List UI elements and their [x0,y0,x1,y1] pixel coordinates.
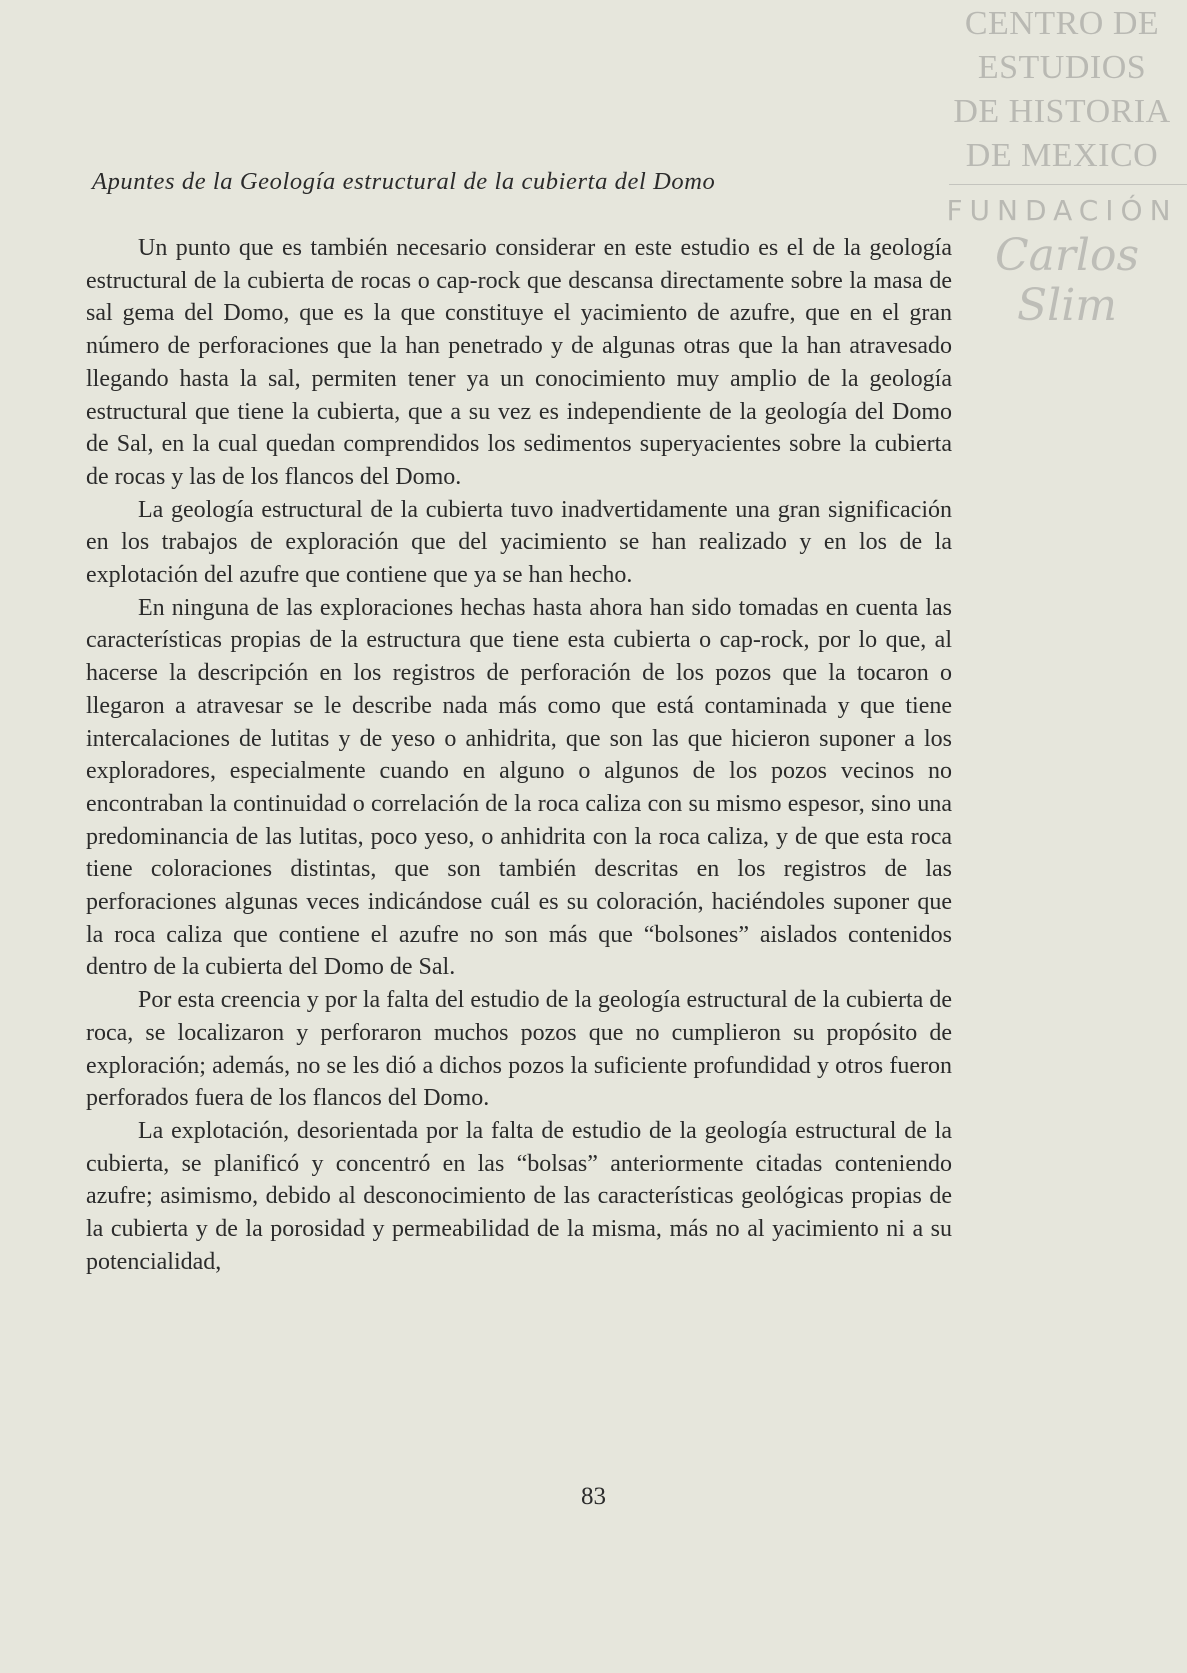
watermark-divider [949,184,1187,185]
watermark-line-4: DE MEXICO [965,137,1159,174]
archive-watermark [937,2,1187,331]
watermark-signature: Carlos Slim [994,230,1140,331]
paragraph-3: En ninguna de las exploraciones hechas hasta ahora han sido tomadas en cuenta las características propias de la estructura que tiene esta cubierta o cap-rock, por lo que, al hacerse la descripción en los registros de perforación de los pozos que la tocaron o llegaron a atravesar se le describe nada más como que está contaminada y que tiene intercalaciones de lutitas y de yeso o anhidrita, que son las que hicieron suponer a los exploradores, especialmente cuando en alguno o algunos de los pozos vecinos no encontraban la continuidad o correlación de la roca caliza con su mismo espesor, sino una predominancia de las lutitas, poco yeso, o anhidrita con la roca caliza, y de que esta roca tiene coloraciones distintas, que son también descritas en los registros de las perforaciones algunas veces indicándose cuál es su coloración, haciéndoles suponer que la roca caliza que contiene el azufre no son más que “bolsones” aislados contenidos dentro de la cubierta del Domo de Sal. [86,594,952,981]
page-number: 83 [581,1483,606,1510]
paragraph-5: La explotación, desorientada por la falta de estudio de la geología estructural de la cubierta, se planificó y concentró en las “bolsas” anteriormente citadas conteniendo azufre; asimismo, debido al desconocimiento de las características geológicas propias de la cubierta y de la porosidad y permeabilidad de la misma, más no al yacimiento ni a su potencialidad, [86,1117,952,1275]
watermark-line-1: CENTRO DE [964,5,1160,42]
body-text [86,232,952,1279]
watermark-line-2: ESTUDIOS [977,49,1147,86]
paragraph-1: Un punto que es también necesario considerar en este estudio es el de la geología estructural de la cubierta de rocas o cap-rock que descansa directamente sobre la masa de sal gema del Domo, que es la que constituye el yacimiento de azufre, que en el gran número de perforaciones que la han penetrado y de algunas otras que la han atravesado llegando hasta la sal, permiten tener ya un conocimiento muy amplio de la geología estructural que tiene la cubierta, que a su vez es independiente de la geología del Domo de Sal, en la cual quedan comprendidos los sedimentos superyacientes sobre la cubierta de rocas y las de los flancos del Domo. [86,235,952,490]
watermark-line-3: DE HISTORIA [953,93,1171,130]
watermark-foundation: FUNDACIÓN [946,194,1178,227]
section-heading: Apuntes de la Geología estructural de la cubierta del Domo [92,168,716,195]
paragraph-4: Por esta creencia y por la falta del estudio de la geología estructural de la cubierta de roca, se localizaron y perforaron muchos pozos que no cumplieron su propósito de exploración; además, no se les dió a dichos pozos la suficiente profundidad y otros fueron perforados fuera de los flancos del Domo. [86,987,952,1112]
paragraph-2: La geología estructural de la cubierta tuvo inadvertidamente una gran significación en los trabajos de exploración que del yacimiento se han realizado y en los de la explotación del azufre que contiene que ya se han hecho. [86,496,952,589]
